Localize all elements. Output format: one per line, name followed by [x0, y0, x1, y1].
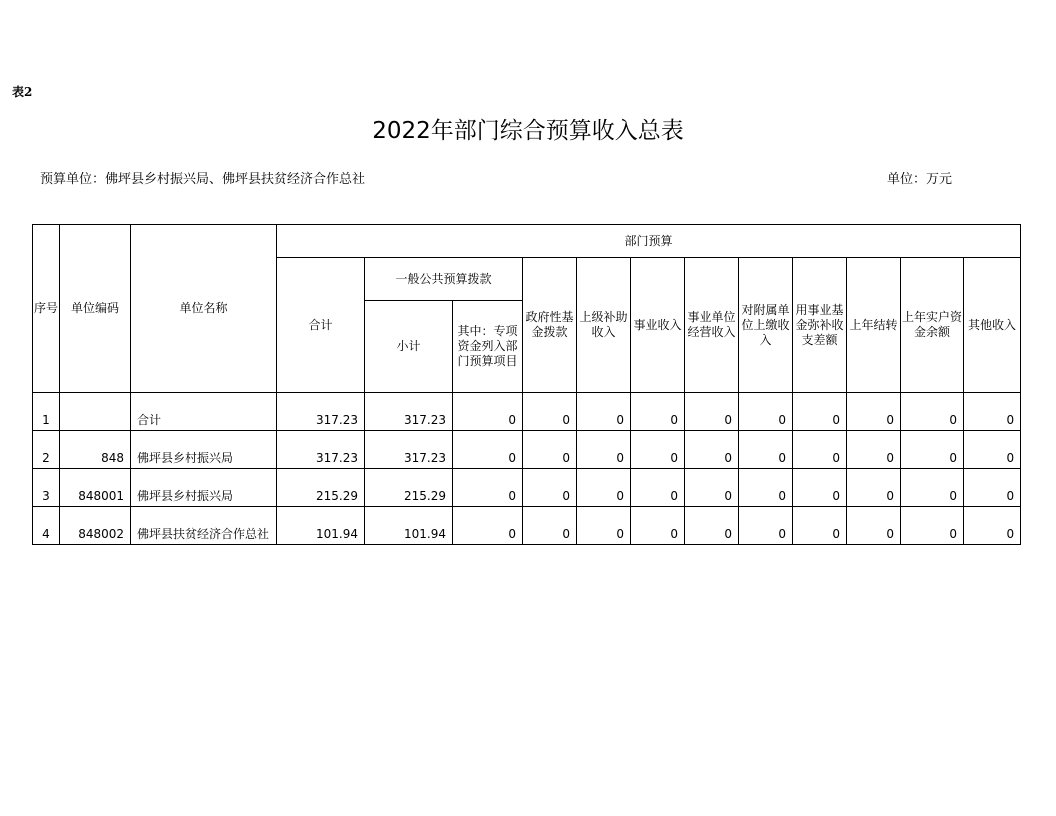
- cell-superior: 0: [577, 507, 631, 545]
- header-seq: 序号: [33, 225, 60, 393]
- cell-subtotal: 317.23: [365, 431, 453, 469]
- cell-name: 合计: [131, 393, 277, 431]
- header-subtotal: 小计: [365, 301, 453, 393]
- cell-total: 317.23: [277, 431, 365, 469]
- cell-affiliated: 0: [739, 507, 793, 545]
- cell-carryover: 0: [847, 469, 901, 507]
- cell-operating: 0: [685, 431, 739, 469]
- cell-subtotal: 215.29: [365, 469, 453, 507]
- currency-unit: 单位：万元: [887, 172, 953, 187]
- header-name: 单位名称: [131, 225, 277, 393]
- cell-gov-fund: 0: [523, 431, 577, 469]
- header-affiliated-income: 对附属单位上缴收入: [739, 258, 793, 393]
- cell-name: 佛坪县乡村振兴局: [131, 431, 277, 469]
- cell-prior-balance: 0: [901, 393, 964, 431]
- cell-other: 0: [964, 469, 1021, 507]
- cell-fund-make-up: 0: [793, 469, 847, 507]
- header-prior-balance: 上年实户资金余额: [901, 258, 964, 393]
- cell-subtotal: 317.23: [365, 393, 453, 431]
- header-gov-fund: 政府性基金拨款: [523, 258, 577, 393]
- cell-carryover: 0: [847, 431, 901, 469]
- cell-gov-fund: 0: [523, 507, 577, 545]
- cell-seq: 3: [33, 469, 60, 507]
- cell-total: 317.23: [277, 393, 365, 431]
- budget-income-table: [32, 224, 1021, 545]
- table-row: [33, 507, 1021, 545]
- cell-other: 0: [964, 507, 1021, 545]
- cell-special: 0: [453, 393, 523, 431]
- cell-superior: 0: [577, 431, 631, 469]
- cell-special: 0: [453, 431, 523, 469]
- header-dept-budget: 部门预算: [277, 225, 1021, 258]
- budget-unit-line: 预算单位：佛坪县乡村振兴局、佛坪县扶贫经济合作总社: [40, 172, 366, 187]
- cell-prior-balance: 0: [901, 507, 964, 545]
- header-total: 合计: [277, 258, 365, 393]
- table-header: [33, 225, 1021, 393]
- cell-prior-balance: 0: [901, 431, 964, 469]
- cell-affiliated: 0: [739, 431, 793, 469]
- header-business-income: 事业收入: [631, 258, 685, 393]
- cell-affiliated: 0: [739, 469, 793, 507]
- cell-other: 0: [964, 393, 1021, 431]
- cell-superior: 0: [577, 393, 631, 431]
- header-special-project: 其中：专项资金列入部门预算项目: [453, 301, 523, 393]
- header-general-public: 一般公共预算拨款: [365, 258, 523, 301]
- cell-code: 848001: [60, 469, 131, 507]
- cell-seq: 4: [33, 507, 60, 545]
- cell-carryover: 0: [847, 507, 901, 545]
- cell-special: 0: [453, 507, 523, 545]
- table-row: [33, 469, 1021, 507]
- header-operating-income: 事业单位经营收入: [685, 258, 739, 393]
- header-fund-make-up: 用事业基金弥补收支差额: [793, 258, 847, 393]
- cell-name: 佛坪县乡村振兴局: [131, 469, 277, 507]
- header-carryover: 上年结转: [847, 258, 901, 393]
- header-code: 单位编码: [60, 225, 131, 393]
- cell-code: 848: [60, 431, 131, 469]
- cell-fund-make-up: 0: [793, 393, 847, 431]
- cell-gov-fund: 0: [523, 393, 577, 431]
- cell-total: 101.94: [277, 507, 365, 545]
- cell-operating: 0: [685, 469, 739, 507]
- sheet-tag: 表2: [12, 85, 33, 99]
- table-row: [33, 431, 1021, 469]
- header-other-income: 其他收入: [964, 258, 1021, 393]
- cell-affiliated: 0: [739, 393, 793, 431]
- table-body: [33, 393, 1021, 545]
- cell-seq: 1: [33, 393, 60, 431]
- cell-code: [60, 393, 131, 431]
- cell-fund-make-up: 0: [793, 431, 847, 469]
- cell-special: 0: [453, 469, 523, 507]
- cell-total: 215.29: [277, 469, 365, 507]
- cell-carryover: 0: [847, 393, 901, 431]
- cell-business: 0: [631, 507, 685, 545]
- cell-other: 0: [964, 431, 1021, 469]
- header-superior-subsidy: 上级补助收入: [577, 258, 631, 393]
- table-row: [33, 393, 1021, 431]
- cell-gov-fund: 0: [523, 469, 577, 507]
- cell-operating: 0: [685, 393, 739, 431]
- cell-superior: 0: [577, 469, 631, 507]
- cell-name: 佛坪县扶贫经济合作总社: [131, 507, 277, 545]
- page-title: 2022年部门综合预算收入总表: [372, 118, 684, 144]
- cell-fund-make-up: 0: [793, 507, 847, 545]
- cell-operating: 0: [685, 507, 739, 545]
- cell-business: 0: [631, 393, 685, 431]
- cell-code: 848002: [60, 507, 131, 545]
- cell-business: 0: [631, 469, 685, 507]
- cell-seq: 2: [33, 431, 60, 469]
- cell-prior-balance: 0: [901, 469, 964, 507]
- cell-subtotal: 101.94: [365, 507, 453, 545]
- cell-business: 0: [631, 431, 685, 469]
